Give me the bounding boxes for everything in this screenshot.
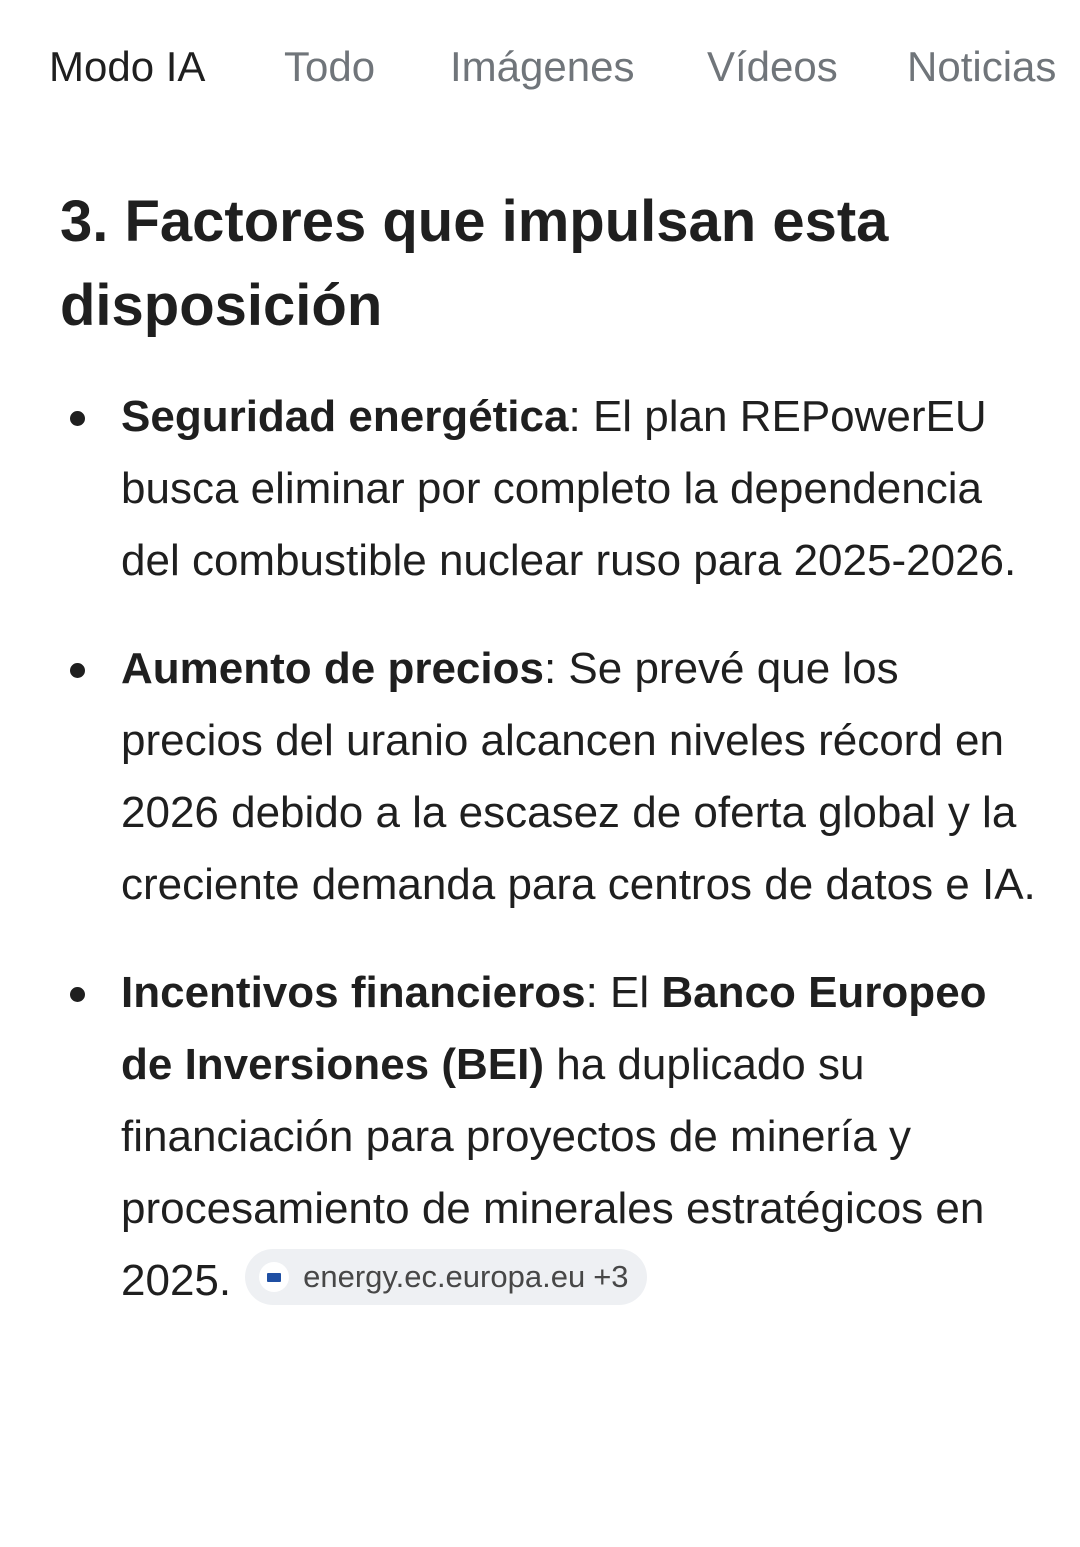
source-domain: energy.ec.europa.eu xyxy=(303,1259,586,1295)
item-text-after: ha duplicado su financiación para proyectos de minería y procesamiento de minerales estratégicos en 2025. xyxy=(121,1040,985,1305)
section-heading: 3. Factores que impulsan esta disposición xyxy=(60,189,889,338)
list-item xyxy=(0,633,1080,921)
item-text: Se prevé que los precios del uranio alcancen niveles récord en 2026 debido a la escasez de oferta global y la creciente demanda para centros de datos e IA. xyxy=(121,644,1036,909)
item-term: Incentivos financieros xyxy=(121,968,586,1017)
tab-noticias[interactable]: Noticias xyxy=(907,43,1057,90)
tab-todo[interactable]: Todo xyxy=(284,43,376,90)
eu-flag-icon xyxy=(259,1262,289,1292)
item-separator: : xyxy=(568,392,593,441)
factors-list xyxy=(0,381,1080,1353)
item-text-before: El xyxy=(610,968,662,1017)
list-item xyxy=(0,957,1080,1317)
bullet-icon xyxy=(70,411,85,426)
bullet-icon xyxy=(70,987,85,1002)
tab-imagenes[interactable]: Imágenes xyxy=(450,43,635,90)
item-term: Seguridad energética xyxy=(121,392,569,441)
tab-videos[interactable]: Vídeos xyxy=(707,43,838,90)
bullet-icon xyxy=(70,663,85,678)
source-chip[interactable] xyxy=(245,1249,646,1305)
item-term: Aumento de precios xyxy=(121,644,544,693)
source-more-count: +3 xyxy=(593,1259,629,1295)
tab-modo-ia[interactable]: Modo IA xyxy=(49,43,206,90)
search-tabs xyxy=(0,0,1080,130)
item-separator: : xyxy=(585,968,611,1017)
list-item xyxy=(0,381,1080,597)
item-text: El plan REPowerEU busca eliminar por completo la dependencia del combustible nuclear ruso para 2025-2026. xyxy=(121,392,1017,585)
item-bold-entity: Banco Europeo de Inversiones (BEI) xyxy=(121,968,987,1089)
item-separator: : xyxy=(543,644,569,693)
